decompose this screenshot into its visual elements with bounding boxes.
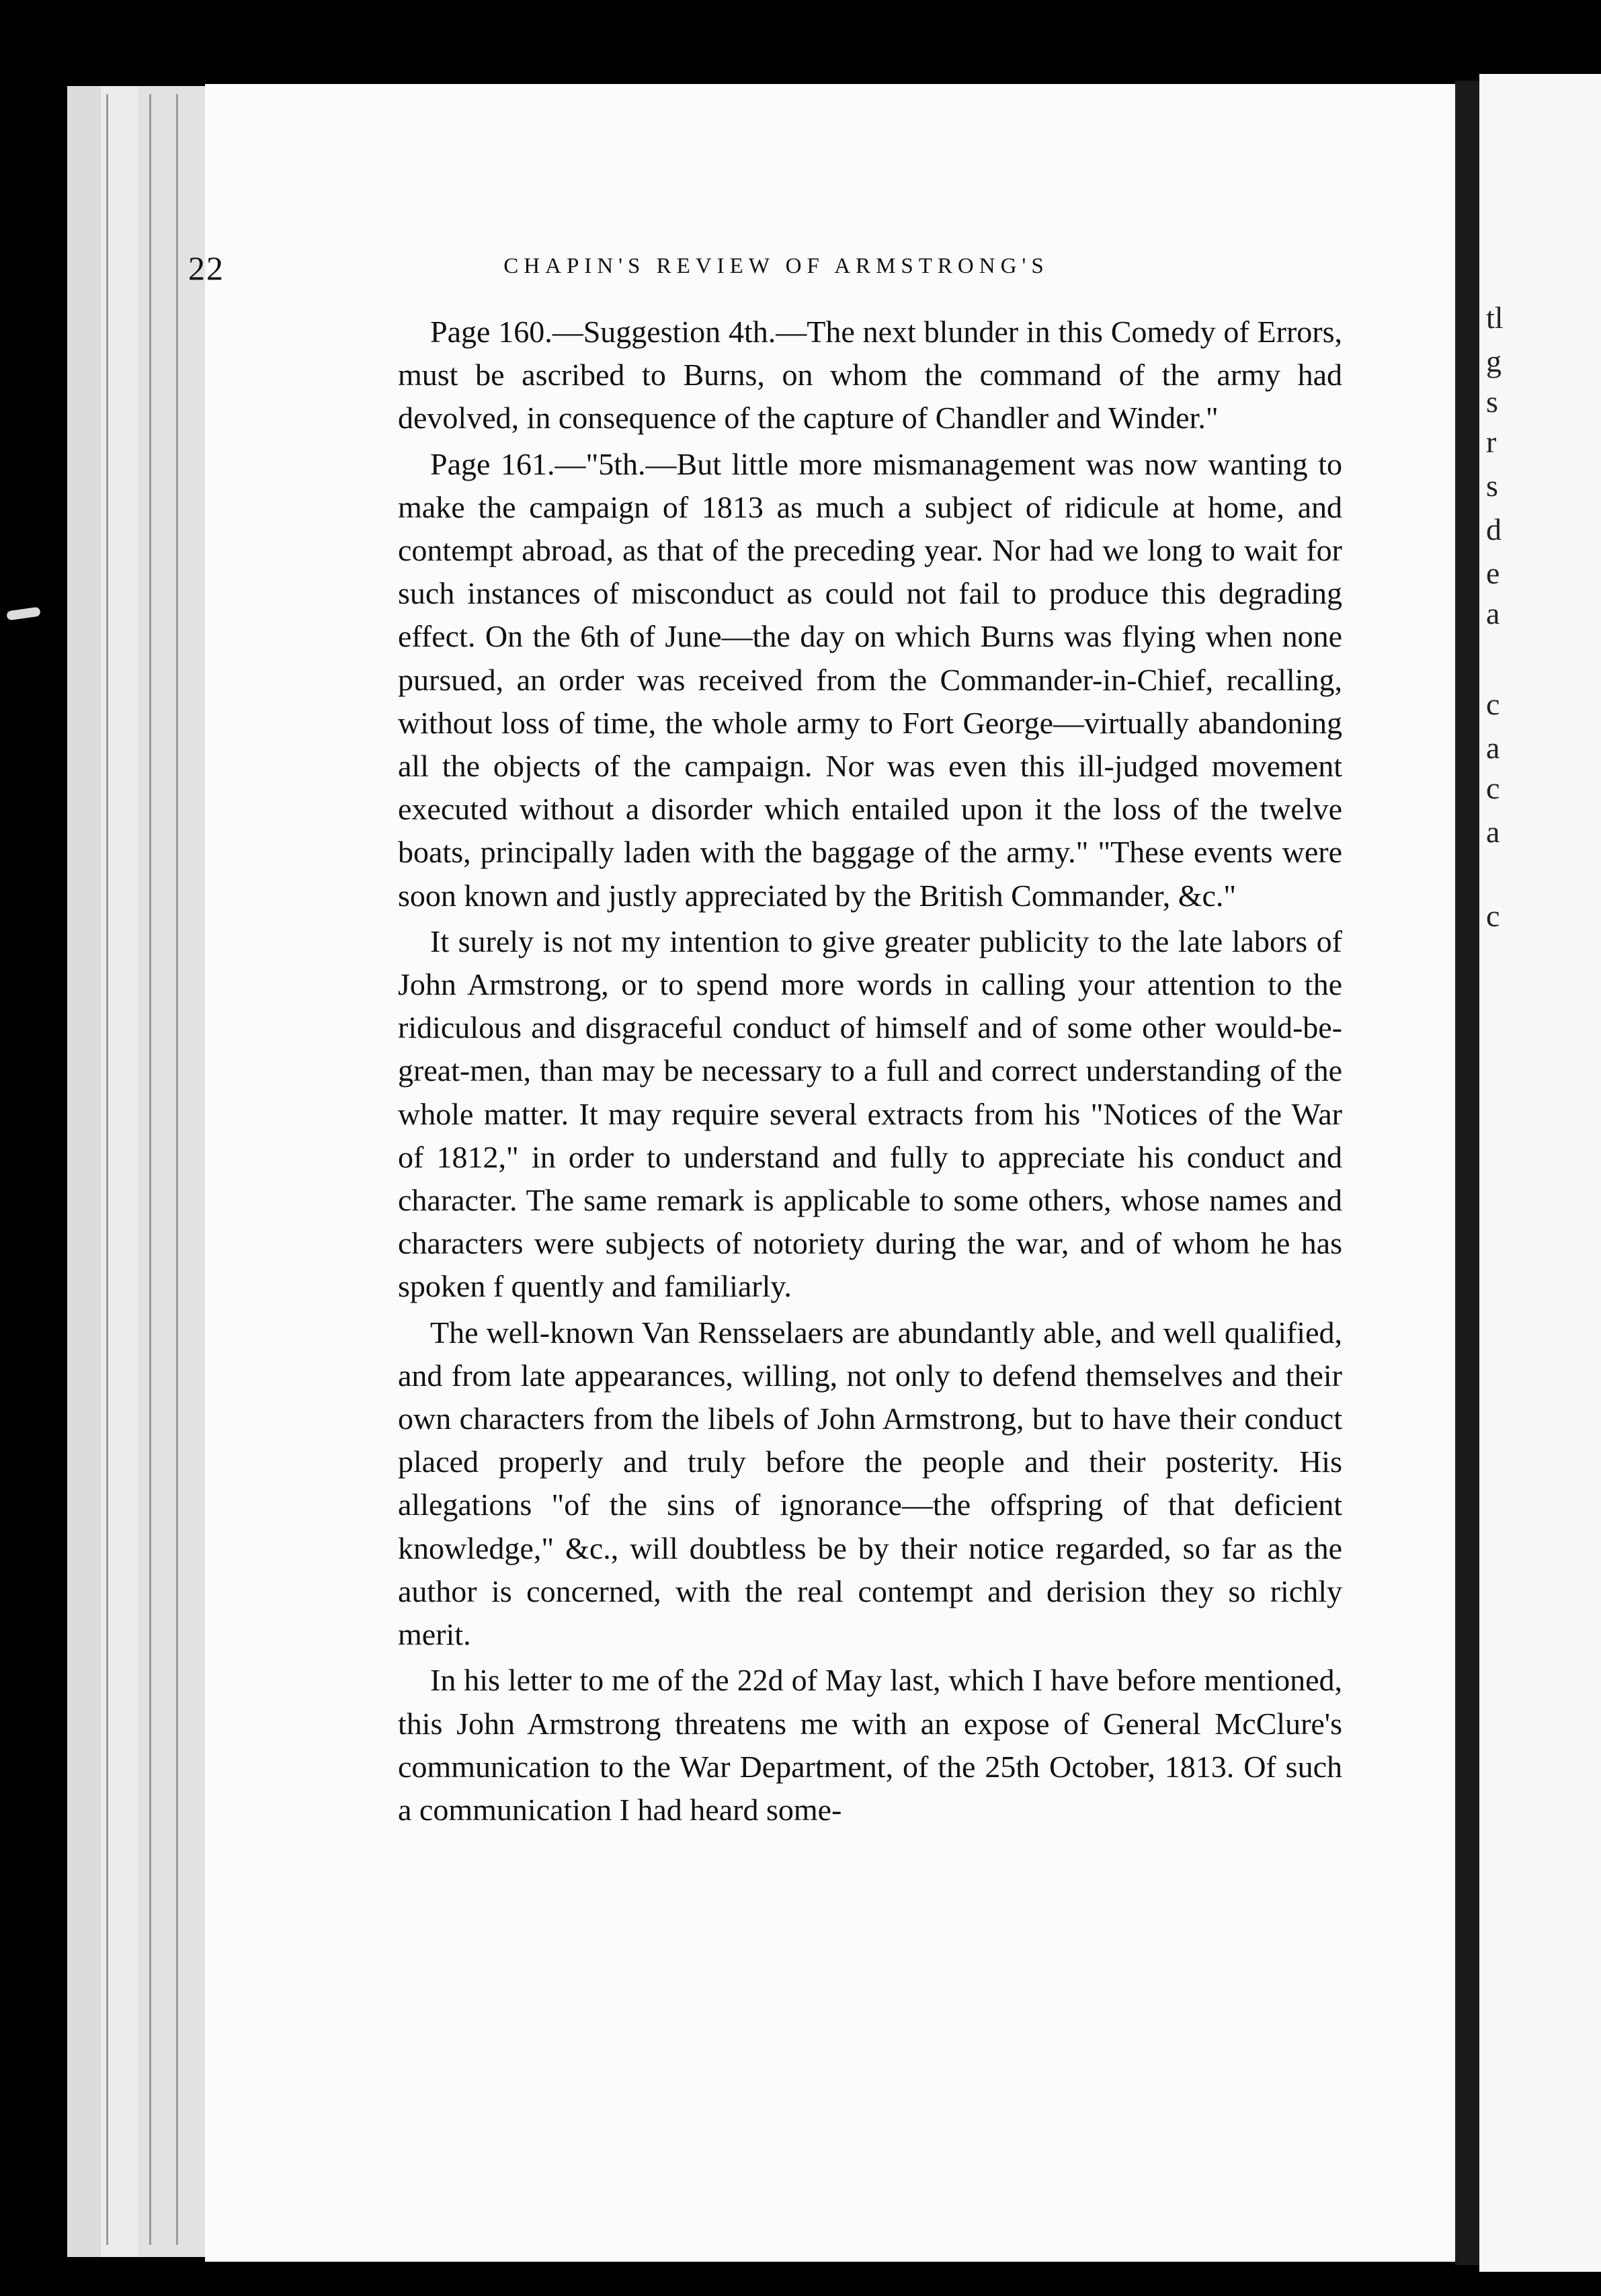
page-stack-line xyxy=(149,94,151,2245)
facing-page-fragment: g xyxy=(1486,344,1502,378)
paragraph: In his letter to me of the 22d of May last, which I have before mentioned, this John Armstrong threatens me with an expose of General McClure's communication to the War Department, of the 25th October, 1813. Of such a communication I had heard some- xyxy=(398,1663,1342,1827)
facing-page-fragment: s xyxy=(1486,384,1498,419)
facing-page-fragment: c xyxy=(1486,899,1500,933)
facing-page-fragment: r xyxy=(1486,425,1497,459)
body-text xyxy=(398,308,1342,1832)
page-number: 22 xyxy=(188,249,224,287)
facing-page-fragment: a xyxy=(1486,731,1500,765)
facing-page-fragment: c xyxy=(1486,771,1500,805)
book-gutter xyxy=(1455,81,1479,2265)
paragraph: It surely is not my intention to give greater publicity to the late labors of John Armstrong, or to spend more words in calling your attention to the ridiculous and disgraceful conduct of himself and of some other would-be-great-men, than may be necessary to a full and correct understanding of the whole matter. It may require several extracts from his "Notices of the War of 1812," in order to understand and fully to appreciate his conduct and character. The same remark is applicable to some others, whose names and characters were subjects of notoriety during the war, and of whom he has spoken f quently and familiarly. xyxy=(398,924,1342,1304)
running-head xyxy=(188,249,1364,289)
facing-page-fragment: d xyxy=(1486,512,1502,546)
page-stack-line xyxy=(106,94,108,2245)
facing-page-fragment: c xyxy=(1486,687,1500,721)
paragraph: Page 160.—Suggestion 4th.—The next blunder in this Comedy of Errors, must be ascribed to Burns, on whom the command of the army had devolved, in consequence of the capture of Chandler and Winder." xyxy=(398,315,1342,436)
running-title: CHAPIN'S REVIEW OF ARMSTRONG'S xyxy=(503,254,1049,278)
facing-page-fragment: a xyxy=(1486,815,1500,849)
facing-page-fragment: a xyxy=(1486,596,1500,630)
facing-page-edge xyxy=(1479,74,1601,2272)
facing-page-fragment: e xyxy=(1486,556,1500,590)
paragraph: The well-known Van Rensselaers are abundantly able, and well qualified, and from late appearances, willing, not only to defend themselves and their own characters from the libels of John Armstrong, but to have their conduct placed properly and truly before the people and their posterity. His allegations "of the sins of ignorance—the offspring of that deficient knowledge," &c., will doubtless be by their notice regarded, so far as the author is concerned, with the real contempt and derision they so richly merit. xyxy=(398,1315,1342,1652)
facing-page-fragment: s xyxy=(1486,468,1498,503)
paragraph: Page 161.—"5th.—But little more mismanagement was now wanting to make the campaign of 1813 as much a subject of ridicule at home, and contempt abroad, as that of the preceding year. Nor had we long to wait for such instances of misconduct as could not fail to produce this degrading effect. On the 6th of June—the day on which Burns was flying when none pursued, an order was received from the Commander-in-Chief, recalling, without loss of time, the whole army to Fort George—virtually abandoning all the objects of the campaign. Nor was even this ill-judged movement executed without a disorder which entailed upon it the loss of the twelve boats, principally laden with the baggage of the army." "These events were soon known and justly appreciated by the British Commander, &c." xyxy=(398,446,1342,913)
page-stack-line xyxy=(176,94,178,2245)
facing-page-fragment: tl xyxy=(1486,300,1504,335)
